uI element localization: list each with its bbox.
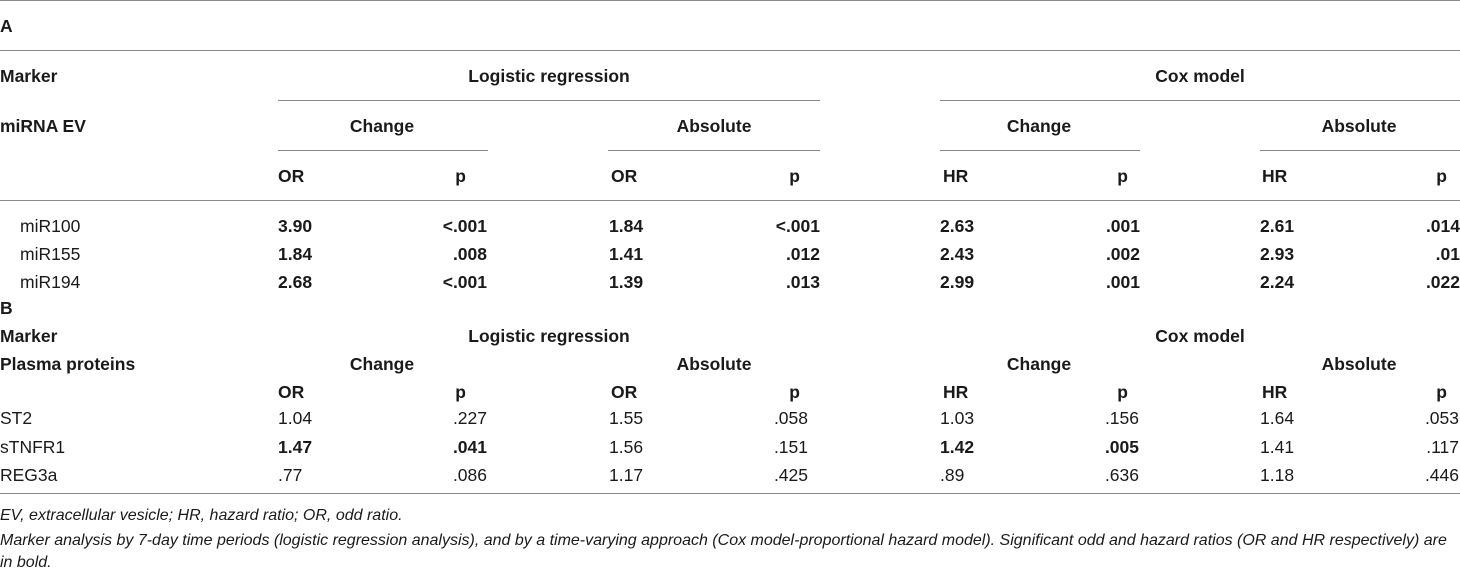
cell-lr-change-or: 2.68 [278, 272, 313, 292]
cell-lr-change-or: 1.04 [278, 408, 313, 428]
cell-lr-change-p: .041 [452, 437, 487, 457]
row-name: miR155 [20, 244, 81, 264]
cell-lr-abs-or: 1.84 [609, 216, 644, 236]
cell-cox-abs-hr: 1.64 [1260, 408, 1295, 428]
cell-lr-change-or: .77 [278, 465, 303, 485]
cell-cox-abs-p: .446 [1424, 465, 1459, 485]
section-b-col-p-1: p [455, 382, 466, 402]
logistic-group-rule [278, 100, 820, 101]
section-b-col-p-2: p [789, 382, 800, 402]
section-b-col-p-4: p [1436, 382, 1447, 402]
cell-cox-change-hr: 2.43 [940, 244, 975, 264]
row-name: miR194 [20, 272, 81, 292]
cell-cox-abs-p: .053 [1424, 408, 1459, 428]
cox-absolute-rule [1260, 150, 1460, 151]
section-b-logistic-header: Logistic regression [468, 326, 630, 346]
cell-lr-abs-or: 1.17 [609, 465, 644, 485]
section-b-marker-header: Marker [0, 326, 58, 346]
row-name: sTNFR1 [0, 437, 66, 457]
section-a-marker-header: Marker [0, 66, 58, 86]
cell-cox-change-hr: 2.63 [940, 216, 975, 236]
columns-rule [0, 200, 1460, 201]
cox-group-rule [940, 100, 1460, 101]
section-a-cox-change-header: Change [1006, 116, 1072, 136]
cell-cox-abs-hr: 2.61 [1260, 216, 1295, 236]
cell-cox-change-p: .001 [1105, 272, 1140, 292]
cell-lr-change-p: .227 [452, 408, 487, 428]
section-b-col-hr-1: HR [943, 382, 969, 402]
section-a-cox-absolute-header: Absolute [1321, 116, 1397, 136]
section-a-row-header: miRNA EV [0, 116, 86, 136]
section-a-col-p-3: p [1117, 166, 1128, 186]
section-b-col-hr-2: HR [1262, 382, 1288, 402]
section-b-lr-absolute-header: Absolute [676, 354, 752, 374]
section-a-cox-header: Cox model [1155, 66, 1245, 86]
section-a-col-or-1: OR [278, 166, 305, 186]
cell-cox-abs-p: .014 [1425, 216, 1460, 236]
cell-lr-abs-p: .058 [773, 408, 808, 428]
section-a-col-p-4: p [1436, 166, 1447, 186]
cell-cox-change-hr: 1.03 [940, 408, 975, 428]
cell-cox-abs-hr: 1.18 [1260, 465, 1295, 485]
row-name: REG3a [0, 465, 58, 485]
section-a-label: A [0, 16, 13, 36]
cell-cox-abs-p: .117 [1426, 437, 1459, 457]
cell-cox-abs-p: .01 [1435, 244, 1460, 264]
cell-cox-change-hr: .89 [940, 465, 965, 485]
section-b-row-header: Plasma proteins [0, 354, 136, 374]
cell-lr-change-p: .008 [452, 244, 487, 264]
cell-lr-abs-p: .012 [785, 244, 820, 264]
section-a-logistic-header: Logistic regression [468, 66, 630, 86]
row-name: miR100 [20, 216, 81, 236]
cell-lr-abs-p: .013 [785, 272, 820, 292]
analysis-footnote: Marker analysis by 7-day time periods (logistic regression analysis), and by a time-varying approach (Cox model-proportional hazard model). Significant odd and hazard ratios (OR and HR respectively) are in bold. [0, 532, 1447, 571]
section-a-col-or-2: OR [611, 166, 638, 186]
section-b-lr-change-header: Change [349, 354, 415, 374]
cell-cox-change-p: .156 [1104, 408, 1139, 428]
lr-change-rule [278, 150, 488, 151]
cell-cox-abs-p: .022 [1425, 272, 1460, 292]
section-a-col-p-2: p [789, 166, 800, 186]
section-b-col-or-1: OR [278, 382, 305, 402]
cell-cox-abs-hr: 2.93 [1260, 244, 1295, 264]
bottom-rule [0, 493, 1460, 494]
cell-lr-abs-or: 1.55 [609, 408, 644, 428]
cell-cox-change-hr: 1.42 [940, 437, 975, 457]
cox-change-rule [940, 150, 1140, 151]
cell-cox-change-p: .005 [1104, 437, 1139, 457]
row-name: ST2 [0, 408, 33, 428]
section-a-rule [0, 50, 1460, 51]
section-b-cox-change-header: Change [1006, 354, 1072, 374]
cell-lr-abs-p: .151 [773, 437, 808, 457]
section-b-cox-absolute-header: Absolute [1321, 354, 1397, 374]
cell-lr-abs-or: 1.56 [609, 437, 644, 457]
cell-cox-abs-hr: 1.41 [1260, 437, 1295, 457]
section-a-col-hr-1: HR [943, 166, 969, 186]
section-b-col-p-3: p [1117, 382, 1128, 402]
cell-lr-abs-or: 1.41 [609, 244, 644, 264]
cell-cox-change-p: .002 [1105, 244, 1140, 264]
section-b-label: B [0, 298, 13, 318]
cell-cox-change-p: .001 [1105, 216, 1140, 236]
cell-cox-change-p: .636 [1104, 465, 1139, 485]
top-rule [0, 0, 1460, 1]
cell-lr-change-p: .086 [452, 465, 487, 485]
cell-lr-change-or: 1.84 [278, 244, 313, 264]
cell-lr-change-or: 3.90 [278, 216, 313, 236]
abbreviations-footnote: EV, extracellular vesicle; HR, hazard ratio; OR, odd ratio. [0, 507, 403, 524]
section-a-lr-absolute-header: Absolute [676, 116, 752, 136]
cell-lr-abs-p: <.001 [775, 216, 820, 236]
section-a-col-hr-2: HR [1262, 166, 1288, 186]
cell-lr-change-p: <.001 [442, 272, 487, 292]
cell-lr-change-or: 1.47 [278, 437, 313, 457]
section-a-col-p-1: p [455, 166, 466, 186]
cell-lr-abs-or: 1.39 [609, 272, 644, 292]
cell-lr-abs-p: .425 [773, 465, 808, 485]
cell-lr-change-p: <.001 [442, 216, 487, 236]
cell-cox-abs-hr: 2.24 [1260, 272, 1295, 292]
section-b-cox-header: Cox model [1155, 326, 1245, 346]
cell-cox-change-hr: 2.99 [940, 272, 975, 292]
section-a-lr-change-header: Change [349, 116, 415, 136]
section-b-col-or-2: OR [611, 382, 638, 402]
lr-absolute-rule [608, 150, 820, 151]
